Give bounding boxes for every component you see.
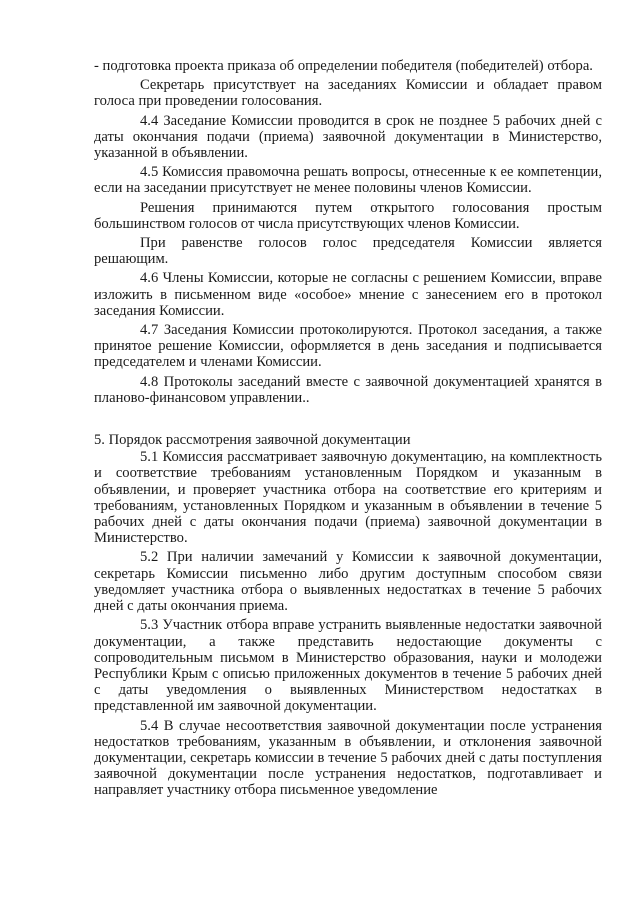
paragraph-secretary: Секретарь присутствует на заседаниях Комиссии и обладает правом голоса при проведении голосования. (94, 77, 602, 110)
section-heading: 5. Порядок рассмотрения заявочной документации (94, 432, 411, 449)
document-page (94, 58, 602, 802)
paragraph-list-item: - подготовка проекта приказа об определении победителя (победителей) отбора. (94, 58, 593, 74)
paragraph-tie-vote: При равенстве голосов голос председателя Комиссии является решающим. (94, 235, 602, 268)
paragraph-4-6: 4.6 Члены Комиссии, которые не согласны с решением Комиссии, вправе изложить в письменном виде «особое» мнение с занесением его в протокол заседания Комиссии. (94, 270, 602, 319)
paragraph-5-3: 5.3 Участник отбора вправе устранить выявленные недостатки заявочной документации, а также представить недостающие документы с сопроводительным письмом в Министерство образования, науки и молодежи Республики Крым с описью приложенных документов в течение 5 рабочих дней с даты уведомления о выявленных Министерством недостатках в представленной им заявочной документации. (94, 617, 602, 715)
paragraph-4-7: 4.7 Заседания Комиссии протоколируются. Протокол заседания, а также принятое решение Комиссии, оформляется в день заседания и подписывается председателем и членами Комиссии. (94, 322, 602, 371)
paragraph-5-2: 5.2 При наличии замечаний у Комиссии к заявочной документации, секретарь Комиссии письменно либо другим доступным способом связи уведомляет участника отбора о выявленных недостатках в течение 5 рабочих дней с даты окончания приема. (94, 549, 602, 615)
paragraph-4-5: 4.5 Комиссия правомочна решать вопросы, отнесенные к ее компетенции, если на заседании присутствует не менее половины членов Комиссии. (94, 164, 602, 197)
paragraph-5-1: 5.1 Комиссия рассматривает заявочную документацию, на комплектность и соответствие требованиям установленным Порядком и указанным в объявлении, и проверяет участника отбора на соответствие его критериям и требованиям, установленных Порядком и указанным в объявлении в течение 5 рабочих дней с даты окончания подачи (приема) заявочной документации в Министерство. (94, 449, 602, 547)
paragraph-5-4: 5.4 В случае несоответствия заявочной документации после устранения недостатков требованиям, указанным в объявлении, и отклонения заявочной документации, секретарь комиссии в течение 5 рабочих дней с даты поступления заявочной документации после устранения недостатков, подготавливает и направляет участнику отбора письменное уведомление (94, 717, 602, 799)
paragraph-4-8: 4.8 Протоколы заседаний вместе с заявочной документацией хранятся в планово-финансовом управлении.. (94, 373, 602, 406)
paragraph-4-4: 4.4 Заседание Комиссии проводится в срок не позднее 5 рабочих дней с даты окончания подачи (приема) заявочной документации в Министерство, указанной в объявлении. (94, 112, 602, 162)
paragraph-decisions: Решения принимаются путем открытого голосования простым большинством голосов от числа присутствующих членов Комиссии. (94, 199, 602, 232)
